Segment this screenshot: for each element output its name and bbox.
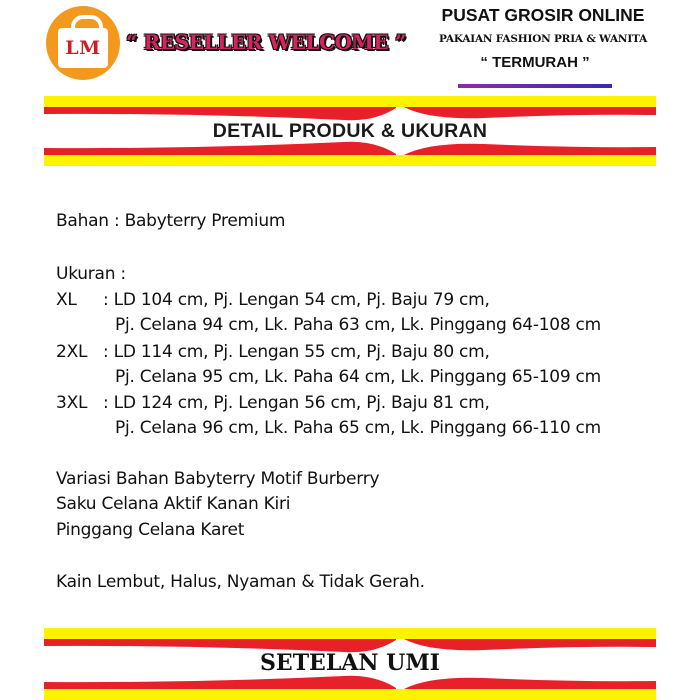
tagline-underline (458, 84, 612, 88)
size-label: 2XL (56, 342, 88, 362)
banner-product-name (44, 628, 656, 700)
size-measure-line1: : LD 114 cm, Pj. Lengan 55 cm, Pj. Baju 80 cm, (103, 342, 490, 362)
size-label: XL (56, 290, 77, 310)
size-measure-line2: Pj. Celana 96 cm, Lk. Paha 65 cm, Lk. Pinggang 66-110 cm (115, 418, 601, 438)
size-label: 3XL (56, 393, 88, 413)
feature-item: Saku Celana Aktif Kanan Kiri (56, 494, 291, 514)
size-measure-line2: Pj. Celana 94 cm, Lk. Paha 63 cm, Lk. Pinggang 64-108 cm (115, 315, 601, 335)
store-tagline: “ TERMURAH ” (480, 54, 590, 71)
reseller-welcome-text: “ RESELLER WELCOME ” (126, 30, 406, 54)
store-logo (46, 6, 120, 80)
size-measure-line1: : LD 124 cm, Pj. Lengan 56 cm, Pj. Baju 81 cm, (103, 393, 490, 413)
size-heading: Ukuran : (56, 264, 126, 284)
product-name: SETELAN UMI (260, 650, 440, 676)
feature-item: Variasi Bahan Babyterry Motif Burberry (56, 469, 380, 489)
store-title: PUSAT GROSIR ONLINE (441, 5, 645, 25)
size-measure-line2: Pj. Celana 95 cm, Lk. Paha 64 cm, Lk. Pinggang 65-109 cm (115, 367, 601, 387)
shopping-bag-icon (58, 28, 108, 68)
section-title: DETAIL PRODUK & UKURAN (212, 120, 488, 142)
feature-item: Pinggang Celana Karet (56, 520, 245, 540)
banner-detail-produk (44, 96, 656, 166)
logo-text: LM (65, 37, 101, 59)
material-text: Bahan : Babyterry Premium (56, 211, 286, 231)
comfort-text: Kain Lembut, Halus, Nyaman & Tidak Gerah. (56, 572, 425, 592)
store-subtitle: PAKAIAN FASHION PRIA & WANITA (438, 33, 648, 45)
size-measure-line1: : LD 104 cm, Pj. Lengan 54 cm, Pj. Baju 79 cm, (103, 290, 490, 310)
